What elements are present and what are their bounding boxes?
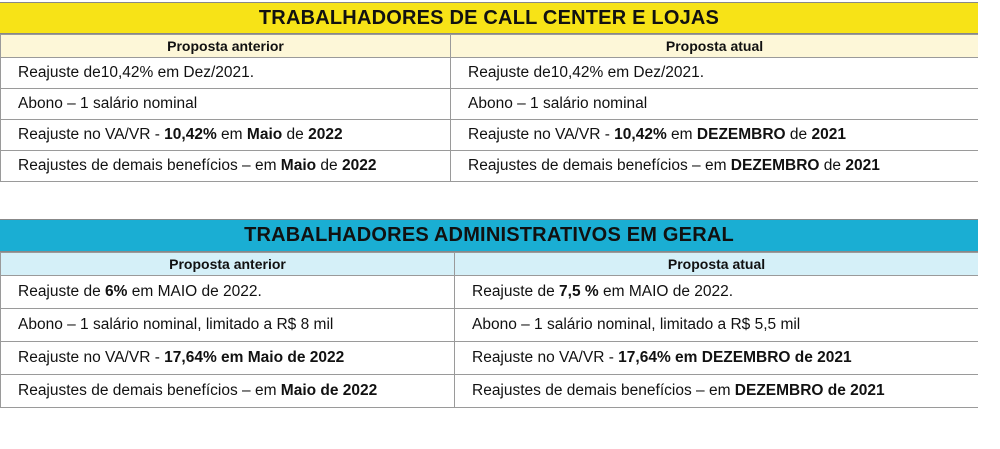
- cell-text: 17,64% em Maio de 2022: [164, 349, 345, 366]
- cell-text: DEZEMBRO de 2021: [734, 382, 885, 399]
- cell-previous: [1, 151, 451, 182]
- cell-text: 2022: [341, 157, 377, 174]
- cell-text: 6%: [105, 283, 128, 300]
- cell-previous: [1, 342, 455, 375]
- cell-text: 2021: [845, 157, 880, 174]
- cell-text: de: [282, 126, 309, 143]
- table-row: [1, 375, 979, 408]
- cell-text: Reajustes de demais benefícios – em: [18, 382, 281, 399]
- cell-text: Reajuste de10,42% em Dez/2021.: [468, 64, 705, 81]
- cell-text: 10,42%: [614, 126, 667, 143]
- cell-text: em: [216, 126, 247, 143]
- cell-text: 17,64% em DEZEMBRO de 2021: [618, 349, 852, 366]
- cell-current: [455, 276, 979, 309]
- cell-previous: [1, 375, 455, 408]
- cell-text: de: [785, 126, 812, 143]
- cell-text: DEZEMBRO: [730, 157, 820, 174]
- cell-current: [451, 58, 979, 89]
- cell-text: Abono – 1 salário nominal, limitado a R$ 5,5 mil: [472, 316, 801, 333]
- cell-previous: [1, 276, 455, 309]
- table-header-row: [1, 253, 979, 276]
- table-body: [1, 276, 979, 408]
- cell-text: 7,5 %: [559, 283, 599, 300]
- comparison-table: [0, 252, 978, 408]
- cell-previous: [1, 120, 451, 151]
- cell-text: em: [666, 126, 697, 143]
- cell-text: Reajustes de demais benefícios – em: [18, 157, 281, 174]
- administrative-table: [0, 219, 978, 408]
- cell-current: [455, 375, 979, 408]
- cell-current: [455, 309, 979, 342]
- cell-text: Reajuste de10,42% em Dez/2021.: [18, 64, 255, 81]
- cell-text: Reajuste no VA/VR -: [18, 349, 165, 366]
- cell-text: Maio de 2022: [280, 382, 378, 399]
- cell-previous: [1, 309, 455, 342]
- table-header-row: [1, 35, 979, 58]
- table-body: [1, 58, 979, 182]
- cell-text: Reajustes de demais benefícios – em: [468, 157, 731, 174]
- cell-current: [451, 89, 979, 120]
- table-row: [1, 276, 979, 309]
- cell-text: Reajustes de demais benefícios – em: [472, 382, 735, 399]
- column-header-previous: Proposta anterior: [1, 35, 451, 58]
- column-header-current: Proposta atual: [455, 253, 979, 276]
- table-row: [1, 309, 979, 342]
- cell-current: [451, 151, 979, 182]
- column-header-previous: Proposta anterior: [1, 253, 455, 276]
- cell-text: Maio: [280, 157, 317, 174]
- table-row: [1, 151, 979, 182]
- comparison-table: [0, 34, 978, 182]
- cell-text: de: [316, 157, 342, 174]
- cell-text: Reajuste no VA/VR -: [468, 126, 615, 143]
- cell-text: Maio: [246, 126, 283, 143]
- cell-text: Reajuste de: [18, 283, 106, 300]
- cell-text: Abono – 1 salário nominal, limitado a R$ 8 mil: [18, 316, 334, 333]
- call-center-table: [0, 2, 978, 182]
- table-title: TRABALHADORES DE CALL CENTER E LOJAS: [0, 2, 978, 34]
- table-row: [1, 342, 979, 375]
- cell-text: em MAIO de 2022.: [598, 283, 734, 300]
- cell-text: 2021: [811, 126, 846, 143]
- cell-text: Abono – 1 salário nominal: [468, 95, 648, 112]
- cell-text: de: [819, 157, 846, 174]
- cell-text: em MAIO de 2022.: [127, 283, 262, 300]
- cell-text: DEZEMBRO: [696, 126, 786, 143]
- cell-text: 10,42%: [164, 126, 217, 143]
- cell-text: Reajuste no VA/VR -: [18, 126, 165, 143]
- cell-current: [451, 120, 979, 151]
- cell-text: Reajuste no VA/VR -: [472, 349, 619, 366]
- table-row: [1, 120, 979, 151]
- cell-text: Abono – 1 salário nominal: [18, 95, 198, 112]
- cell-current: [455, 342, 979, 375]
- table-title: TRABALHADORES ADMINISTRATIVOS EM GERAL: [0, 219, 978, 252]
- cell-text: Reajuste de: [472, 283, 560, 300]
- cell-previous: [1, 89, 451, 120]
- cell-text: 2022: [308, 126, 343, 143]
- table-row: [1, 89, 979, 120]
- cell-previous: [1, 58, 451, 89]
- table-row: [1, 58, 979, 89]
- column-header-current: Proposta atual: [451, 35, 979, 58]
